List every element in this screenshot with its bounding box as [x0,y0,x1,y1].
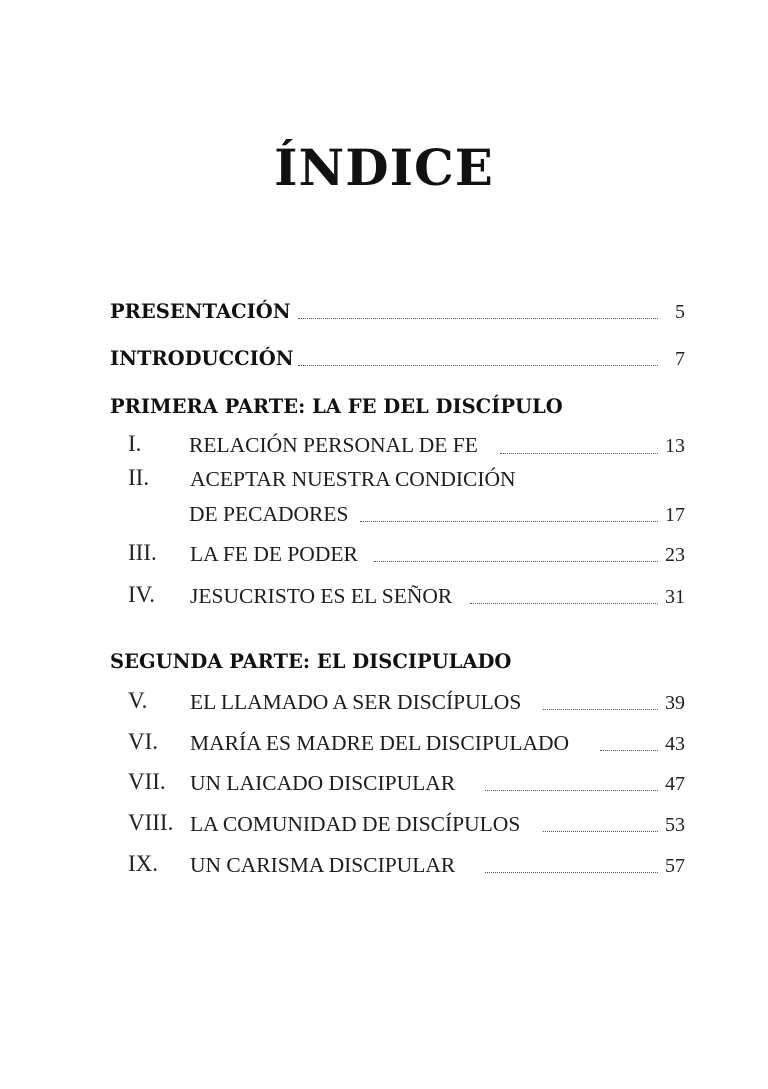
dot-leader [600,750,658,751]
toc-label: ACEPTAR NUESTRA CONDICIÓN [190,467,516,491]
dot-leader [500,453,658,454]
roman-numeral: VI. [128,729,159,754]
part-heading-primera: PRIMERA PARTE: LA FE DEL DISCÍPULO [110,395,563,418]
roman-numeral: I. [128,431,142,456]
roman-numeral: III. [128,540,157,565]
dot-leader [485,872,658,873]
dot-leader [360,521,658,522]
toc-label: LA COMUNIDAD DE DISCÍPULOS [190,812,521,836]
toc-label-continuation: DE PECADORES [189,502,349,526]
toc-label: JESUCRISTO ES EL SEÑOR [190,584,453,608]
toc-page-number: 23 [665,544,685,566]
toc-label: LA FE DE PODER [190,542,358,566]
dot-leader [543,831,658,832]
toc-page-number: 17 [665,504,685,526]
roman-numeral: VII. [128,769,166,794]
roman-numeral: VIII. [128,810,174,835]
dot-leader [374,561,658,562]
dot-leader [485,790,658,791]
toc-label: UN LAICADO DISCIPULAR [190,771,456,795]
toc-page-number: 43 [665,733,685,755]
page-title: ÍNDICE [274,138,494,197]
part-heading-segunda: SEGUNDA PARTE: EL DISCIPULADO [110,650,512,673]
toc-page-number: 13 [665,435,685,457]
toc-page-number: 57 [665,855,685,877]
dot-leader [470,603,658,604]
roman-numeral: II. [128,465,150,490]
dot-leader [298,365,658,366]
toc-label: UN CARISMA DISCIPULAR [190,853,456,877]
toc-label: PRESENTACIÓN [110,300,291,323]
roman-numeral: V. [128,688,148,713]
toc-page-number: 31 [665,586,685,608]
toc-page-number: 53 [665,814,685,836]
toc-page-number: 7 [675,348,685,370]
dot-leader [298,318,658,319]
toc-page-number: 39 [665,692,685,714]
toc-page-number: 5 [675,301,685,323]
toc-page-number: 47 [665,773,685,795]
toc-label: RELACIÓN PERSONAL DE FE [189,433,478,457]
roman-numeral: IX. [128,851,159,876]
toc-label: EL LLAMADO A SER DISCÍPULOS [190,690,522,714]
toc-label: INTRODUCCIÓN [110,347,294,370]
roman-numeral: IV. [128,582,156,607]
dot-leader [543,709,658,710]
toc-label: MARÍA ES MADRE DEL DISCIPULADO [190,731,570,755]
